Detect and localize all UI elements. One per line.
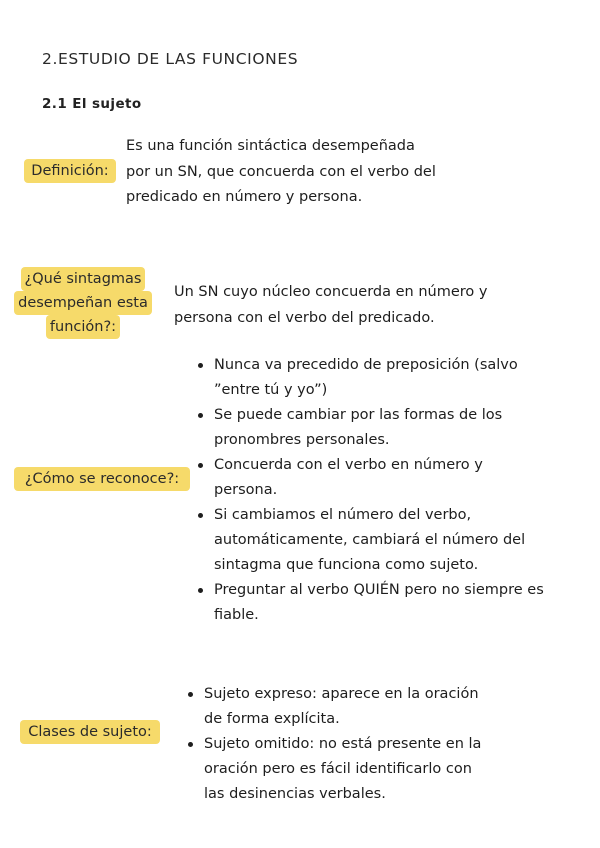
clases-label: Clases de sujeto: <box>20 720 160 744</box>
sintagmas-label-line: desempeñan esta <box>14 291 152 315</box>
sintagmas-label <box>6 267 160 339</box>
list-item <box>198 403 588 453</box>
reconoce-label: ¿Cómo se reconoce?: <box>14 467 190 491</box>
list-item-text: Preguntar al verbo QUIÉN pero no siempre es fiable. <box>214 582 544 623</box>
subsection-title: 2.1 El sujeto <box>42 96 142 112</box>
definicion-line: predicado en número y persona. <box>126 189 363 205</box>
list-item-text: Sujeto expreso: aparece en la oración de forma explícita. <box>204 686 479 727</box>
bullet-icon <box>198 363 203 368</box>
list-item-text: Sujeto omitido: no está presente en la oración pero es fácil identificarlo con las desinencias verbales. <box>204 736 482 802</box>
list-item <box>198 503 588 578</box>
list-item <box>188 682 548 732</box>
bullet-icon <box>198 463 203 468</box>
bullet-icon <box>188 692 193 697</box>
section-title: 2.ESTUDIO DE LAS FUNCIONES <box>42 50 299 68</box>
list-item <box>198 453 588 503</box>
bullet-icon <box>198 588 203 593</box>
sintagmas-line: persona con el verbo del predicado. <box>174 309 435 326</box>
sintagmas-text <box>174 280 487 331</box>
list-item-text: Nunca va precedido de preposición (salvo ”entre tú y yo”) <box>214 357 518 398</box>
list-item <box>198 578 588 628</box>
list-item <box>198 353 588 403</box>
sintagmas-line: Un SN cuyo núcleo concuerda en número y <box>174 284 488 300</box>
sintagmas-label-line: ¿Qué sintagmas <box>21 267 146 291</box>
bullet-icon <box>198 513 203 518</box>
bullet-icon <box>198 413 203 418</box>
definicion-line: Es una función sintáctica desempeñada <box>126 138 415 154</box>
definicion-line: por un SN, que concuerda con el verbo del <box>126 163 436 180</box>
reconoce-list <box>198 353 588 628</box>
list-item-text: Concuerda con el verbo en número y persona. <box>214 457 483 498</box>
list-item-text: Si cambiamos el número del verbo, automáticamente, cambiará el número del sintagma que funciona como sujeto. <box>214 507 526 573</box>
list-item-text: Se puede cambiar por las formas de los pronombres personales. <box>214 407 503 448</box>
bullet-icon <box>188 742 193 747</box>
definicion-label: Definición: <box>24 159 116 183</box>
list-item <box>188 732 548 807</box>
definicion-text <box>126 134 436 211</box>
clases-list <box>188 682 548 807</box>
sintagmas-label-line: función?: <box>46 315 120 339</box>
